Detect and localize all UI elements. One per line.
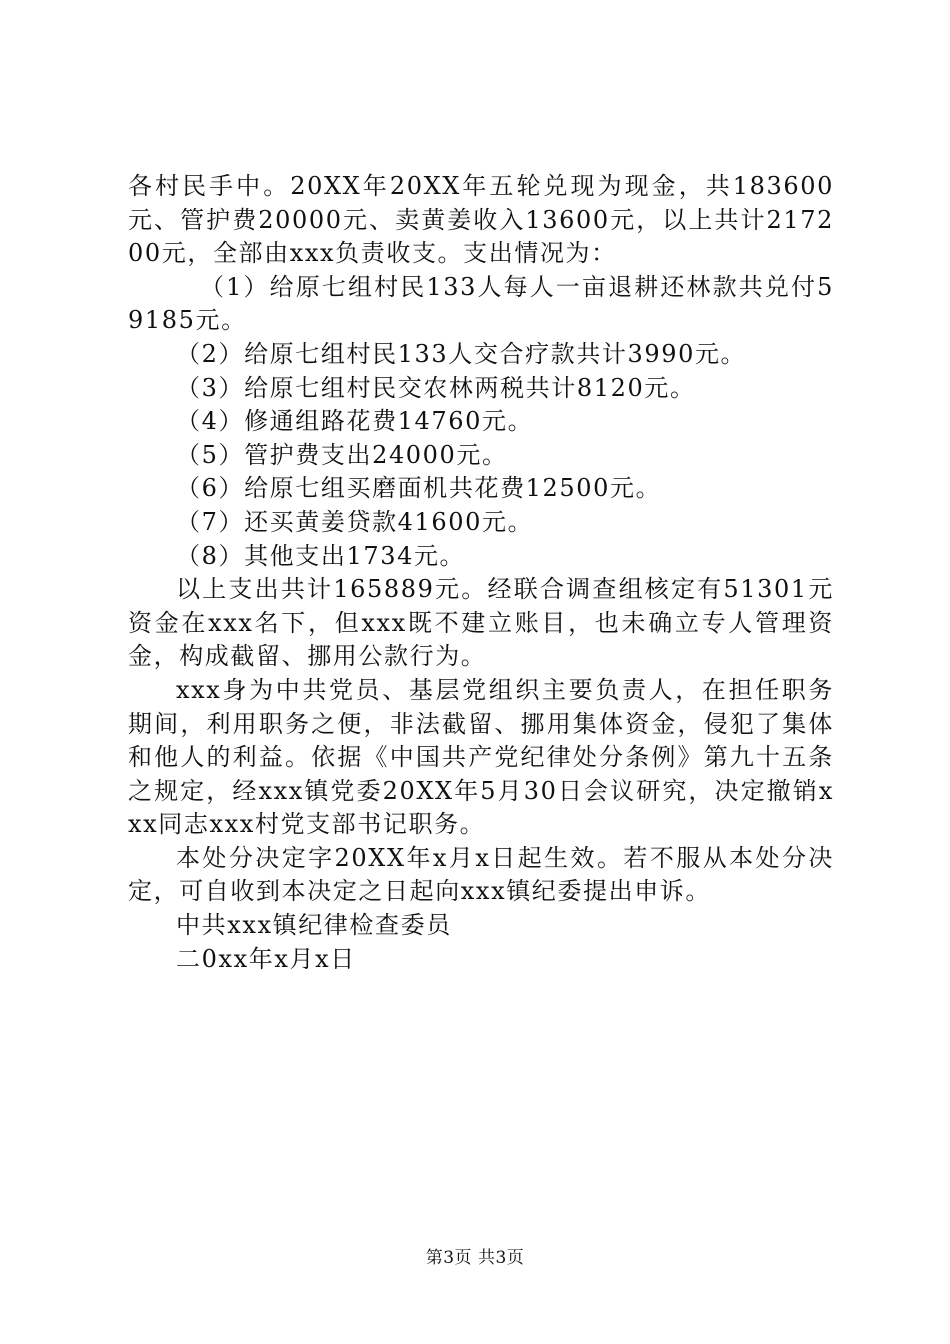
document-body (128, 170, 834, 976)
paragraph-expense-item: （3）给原七组村民交农林两税共计8120元。 (176, 373, 696, 402)
page-number-footer: 第3页 共3页 (425, 1248, 525, 1268)
paragraph-expense-item: （6）给原七组买磨面机共花费12500元。 (176, 474, 662, 503)
paragraph-effective-date: 本处分决定字20XX年x月x日起生效。若不服从本处分决定，可自收到本决定之日起向xxx镇纪委提出申诉。 (128, 843, 834, 906)
paragraph-expense-item: （2）给原七组村民133人交合疗款共计3990元。 (176, 339, 747, 368)
paragraph-findings: 以上支出共计165889元。经联合调查组核定有51301元资金在xxx名下，但xxx既不建立账目，也未确立专人管理资金，构成截留、挪用公款行为。 (128, 575, 834, 671)
paragraph-expense-item: （1）给原七组村民133人每人一亩退耕还林款共兑付59185元。 (128, 272, 834, 335)
paragraph-signing-date: 二0xx年x月x日 (176, 944, 356, 973)
paragraph-income-summary: 各村民手中。20XX年20XX年五轮兑现为现金，共183600元、管护费20000元、卖黄姜收入13600元，以上共计217200元，全部由xxx负责收支。支出情况为： (128, 172, 834, 268)
paragraph-issuer: 中共xxx镇纪律检查委员 (176, 911, 452, 940)
paragraph-expense-item: （4）修通组路花费14760元。 (176, 407, 534, 436)
paragraph-decision: xxx身为中共党员、基层党组织主要负责人，在担任职务期间，利用职务之便，非法截留、挪用集体资金，侵犯了集体和他人的利益。依据《中国共产党纪律处分条例》第九十五条之规定，经xxx镇党委20XX年5月30日会议研究，决定撤销xxx同志xxx村党支部书记职务。 (128, 675, 834, 839)
paragraph-expense-item: （7）还买黄姜贷款41600元。 (176, 507, 534, 536)
paragraph-expense-item: （5）管护费支出24000元。 (176, 440, 508, 469)
paragraph-expense-item: （8）其他支出1734元。 (176, 541, 466, 570)
